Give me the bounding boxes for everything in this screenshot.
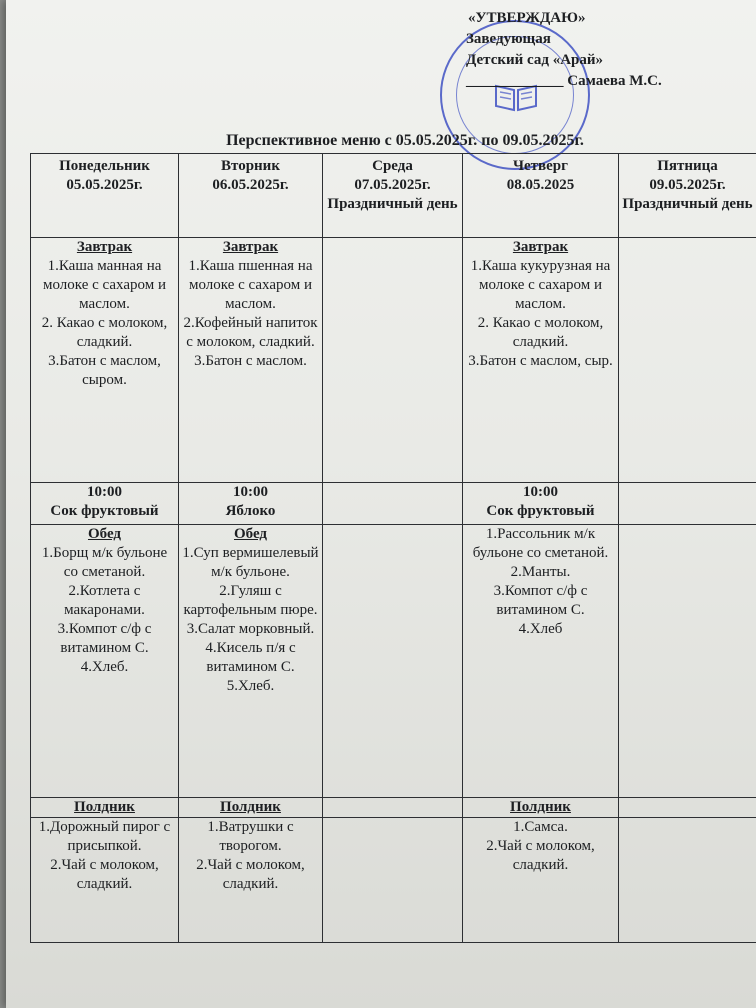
lunch-cell-thursday	[463, 525, 619, 798]
day-date: 09.05.2025г.	[649, 177, 726, 193]
list-item: 1.Рассольник м/к бульоне со сметаной.	[472, 526, 609, 561]
lunch-cell-monday	[31, 525, 179, 798]
list-item: 2.Гуляш с картофельным пюре.	[183, 583, 318, 618]
day-note: Праздничный день	[327, 196, 458, 212]
list-item: 2. Какао с молоком, сладкий.	[477, 315, 604, 350]
list-item: 2.Чай с молоком, сладкий.	[196, 857, 305, 892]
list-item: 1.Каша пшенная на молоке с сахаром и маслом.	[188, 258, 313, 312]
list-item: 2.Кофейный напиток с молоком, сладкий.	[183, 315, 318, 350]
meal-label: Полдник	[220, 799, 281, 815]
lunch-cell-tuesday	[179, 525, 323, 798]
snack-cell-thursday	[463, 483, 619, 525]
list-item: 3.Компот с/ф с витамином С.	[493, 583, 588, 618]
lunch-cell-friday	[619, 525, 756, 798]
snack-cell-friday	[619, 483, 756, 525]
poldnik-label-row	[31, 798, 756, 818]
list-item: 1.Каша кукурузная на молоке с сахаром и маслом.	[470, 258, 611, 312]
snack-item: Сок фруктовый	[50, 503, 159, 519]
poldnik-label-thursday	[463, 798, 619, 818]
day-header-friday	[619, 154, 756, 238]
snack-item: Яблоко	[225, 503, 276, 519]
list-item: 3.Батон с маслом, сыром.	[48, 353, 161, 388]
list-item: 4.Хлеб	[518, 621, 563, 637]
list-item: 5.Хлеб.	[226, 678, 275, 694]
list-item: 3.Батон с маслом, сыр.	[468, 353, 613, 369]
list-item: 2. Какао с молоком, сладкий.	[41, 315, 168, 350]
snack-time: 10:00	[523, 484, 558, 500]
page-title: Перспективное меню с 05.05.2025г. по 09.05.2025г.	[226, 132, 584, 149]
list-item: 2.Чай с молоком, сладкий.	[50, 857, 159, 892]
breakfast-cell-thursday	[463, 238, 619, 483]
menu-table	[30, 153, 756, 943]
snack-cell-monday	[31, 483, 179, 525]
poldnik-cell-thursday	[463, 818, 619, 943]
meal-label: Завтрак	[512, 239, 569, 255]
snack-time: 10:00	[233, 484, 268, 500]
day-name: Четверг	[513, 158, 568, 174]
snack-time: 10:00	[87, 484, 122, 500]
meal-label: Завтрак	[222, 239, 279, 255]
poldnik-label-wednesday	[323, 798, 463, 818]
day-name: Среда	[372, 158, 413, 174]
poldnik-cell-tuesday	[179, 818, 323, 943]
list-item: 2.Котлета с макаронами.	[64, 583, 145, 618]
meal-label: Полдник	[74, 799, 135, 815]
approval-organization: Детский сад «Арай»	[466, 52, 604, 68]
day-name: Понедельник	[59, 158, 150, 174]
list-item: 1.Каша манная на молоке с сахаром и маслом.	[43, 258, 166, 312]
snack-10-row	[31, 483, 756, 525]
list-item: 4.Кисель п/я с витамином С.	[205, 640, 296, 675]
poldnik-cell-wednesday	[323, 818, 463, 943]
breakfast-row	[31, 238, 756, 483]
list-item: 3.Салат морковный.	[186, 621, 315, 637]
snack-cell-wednesday	[323, 483, 463, 525]
day-date: 08.05.2025	[506, 177, 575, 193]
poldnik-cell-monday	[31, 818, 179, 943]
approval-block	[466, 8, 756, 92]
day-note: Праздничный день	[622, 196, 753, 212]
day-header-wednesday	[323, 154, 463, 238]
poldnik-label-monday	[31, 798, 179, 818]
day-date: 07.05.2025г.	[354, 177, 431, 193]
poldnik-label-friday	[619, 798, 756, 818]
list-item: 1.Ватрушки с творогом.	[207, 819, 294, 854]
approval-heading: «УТВЕРЖДАЮ»	[468, 10, 586, 26]
meal-label: Завтрак	[76, 239, 133, 255]
poldnik-cell-friday	[619, 818, 756, 943]
meal-label: Обед	[233, 526, 268, 542]
lunch-row	[31, 525, 756, 798]
day-date: 06.05.2025г.	[212, 177, 289, 193]
approval-signature-line: _____________ Самаева М.С.	[466, 73, 662, 89]
breakfast-cell-friday	[619, 238, 756, 483]
list-item: 2.Манты.	[510, 564, 571, 580]
lunch-cell-wednesday	[323, 525, 463, 798]
table-header-row	[31, 154, 756, 238]
list-item: 2.Чай с молоком, сладкий.	[486, 838, 595, 873]
day-header-thursday	[463, 154, 619, 238]
list-item: 1.Дорожный пирог с присыпкой.	[38, 819, 171, 854]
day-header-tuesday	[179, 154, 323, 238]
list-item: 3.Компот с/ф с витамином С.	[57, 621, 152, 656]
poldnik-label-tuesday	[179, 798, 323, 818]
snack-item: Сок фруктовый	[486, 503, 595, 519]
breakfast-cell-wednesday	[323, 238, 463, 483]
meal-label: Полдник	[510, 799, 571, 815]
day-date: 05.05.2025г.	[66, 177, 143, 193]
list-item: 3.Батон с маслом.	[194, 353, 307, 369]
breakfast-cell-monday	[31, 238, 179, 483]
poldnik-row	[31, 818, 756, 943]
day-name: Пятница	[657, 158, 718, 174]
list-item: 1.Суп вермишелевый м/к бульоне.	[182, 545, 319, 580]
document-page	[6, 0, 756, 1008]
breakfast-cell-tuesday	[179, 238, 323, 483]
day-header-monday	[31, 154, 179, 238]
day-name: Вторник	[221, 158, 280, 174]
approval-position: Заведующая	[466, 31, 551, 47]
meal-label: Обед	[87, 526, 122, 542]
list-item: 1.Борщ м/к бульоне со сметаной.	[41, 545, 168, 580]
snack-cell-tuesday	[179, 483, 323, 525]
list-item: 1.Самса.	[513, 819, 568, 835]
list-item: 4.Хлеб.	[80, 659, 129, 675]
